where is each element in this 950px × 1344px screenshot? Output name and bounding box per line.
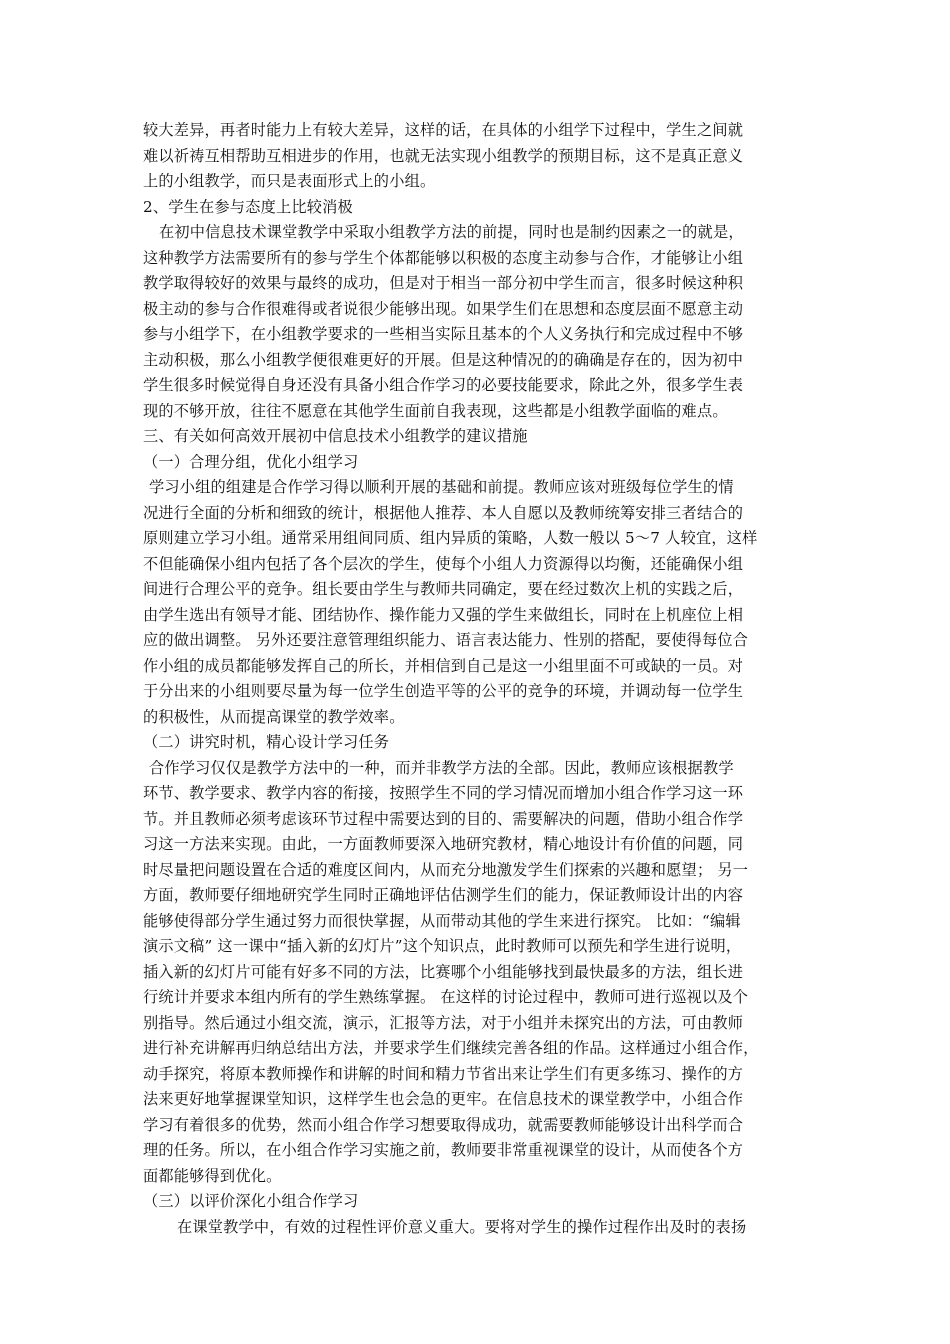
paragraph-line: 间进行合理公平的竞争。组长要由学生与教师共同确定，要在经过数次上机的实践之后， xyxy=(143,580,744,598)
paragraph-line: 能够使得部分学生通过努力而很快掌握，从而带动其他的学生来进行探究。 比如：“编辑 xyxy=(143,911,741,930)
paragraph-line: 进行补充讲解再归纳总结出方法，并要求学生们继续完善各组的作品。这样通过小组合作， xyxy=(143,1039,759,1057)
paragraph-line: 环节、教学要求、教学内容的衔接，按照学生不同的学习情况而增加小组合作学习这一环 xyxy=(143,784,744,802)
paragraph-line: 的积极性，从而提高课堂的教学效率。 xyxy=(143,707,405,726)
paragraph-line: 主动积极，那么小组教学便很难更好的开展。但是这种情况的的确确是存在的，因为初中 xyxy=(143,350,744,369)
paragraph-line: 法来更好地掌握课堂知识，这样学生也会急的更牢。在信息技术的课堂教学中，小组合作 xyxy=(143,1090,744,1108)
paragraph-line: 习这一方法来实现。由此，一方面教师要深入地研究教材，精心地设计有价值的问题，同 xyxy=(143,835,744,853)
paragraph-line: 在初中信息技术课堂教学中采取小组教学方法的前提，同时也是制约因素之一的就是， xyxy=(159,223,744,241)
paragraph-line: 应的做出调整。 另外还要注意管理组织能力、语言表达能力、性别的搭配，要使得每位合 xyxy=(143,631,749,649)
paragraph-line: 节。并且教师必须考虑该环节过程中需要达到的目的、需要解决的问题，借助小组合作学 xyxy=(143,809,744,828)
paragraph-line: 况进行全面的分析和细致的统计，根据他人推荐、本人自愿以及教师统筹安排三者结合的 xyxy=(143,503,744,522)
paragraph-line: 原则建立学习小组。通常采用组间同质、组内异质的策略，人数一般以 5～7 人较宜，这样 xyxy=(143,529,758,547)
paragraph-line: 方面，教师要仔细地研究学生同时正确地评估估测学生们的能力，保证教师设计出的内容 xyxy=(143,886,744,904)
paragraph-line: 时尽量把问题设置在合适的难度区间内，从而充分地激发学生们探索的兴趣和愿望； 另一 xyxy=(143,860,749,879)
paragraph-line: 现的不够开放，往往不愿意在其他学生面前自我表现，这些都是小组教学面临的难点。 xyxy=(143,401,728,420)
subsection-heading: （三）以评价深化小组合作学习 xyxy=(143,1192,359,1210)
paragraph-line: 行统计并要求本组内所有的学生熟练掌握。 在这样的讨论过程中，教师可进行巡视以及个 xyxy=(143,988,749,1006)
paragraph-line: 理的任务。所以，在小组合作学习实施之前，教师要非常重视课堂的设计，从而使各个方 xyxy=(143,1141,744,1159)
paragraph-line: 上的小组教学，而只是表面形式上的小组。 xyxy=(143,172,436,190)
paragraph-line: 学习有着很多的优势，然而小组合作学习想要取得成功，就需要教师能够设计出科学而合 xyxy=(143,1115,744,1134)
paragraph-line: 在课堂教学中，有效的过程性评价意义重大。要将对学生的操作过程作出及时的表扬 xyxy=(177,1217,747,1236)
paragraph-line: 这种教学方法需要所有的参与学生个体都能够以积极的态度主动参与合作，才能够让小组 xyxy=(143,248,744,267)
paragraph-line: 别指导。然后通过小组交流，演示，汇报等方法，对于小组并未探究出的方法，可由教师 xyxy=(143,1013,744,1032)
section-heading: 三、有关如何高效开展初中信息技术小组教学的建议措施 xyxy=(143,427,528,445)
subsection-heading: （二）讲究时机，精心设计学习任务 xyxy=(143,733,390,751)
paragraph-line: 较大差异，再者时能力上有较大差异，这样的话，在具体的小组学下过程中，学生之间就 xyxy=(143,121,744,139)
paragraph-line: 学习小组的组建是合作学习得以顺利开展的基础和前提。教师应该对班级每位学生的情 xyxy=(149,478,734,496)
paragraph-line: 由学生选出有领导才能、团结协作、操作能力又强的学生来做组长，同时在上机座位上相 xyxy=(143,605,744,624)
paragraph-line: 合作学习仅仅是教学方法中的一种，而并非教学方法的全部。因此，教师应该根据教学 xyxy=(149,758,734,777)
paragraph-line: 学生很多时候觉得自身还没有具备小组合作学习的必要技能要求，除此之外，很多学生表 xyxy=(143,376,744,394)
paragraph-line: 面都能够得到优化。 xyxy=(143,1166,282,1185)
paragraph-line: 于分出来的小组则要尽量为每一位学生创造平等的公平的竞争的环境，并调动每一位学生 xyxy=(143,682,744,700)
paragraph-line: 不但能确保小组内包括了各个层次的学生，使每个小组人力资源得以均衡，还能确保小组 xyxy=(143,554,744,573)
paragraph-line: 极主动的参与合作很难得或者说很少能够出现。如果学生们在思想和态度层面不愿意主动 xyxy=(143,299,744,318)
paragraph-line: 动手探究，将原本教师操作和讲解的时间和精力节省出来让学生们有更多练习、操作的方 xyxy=(143,1064,744,1083)
paragraph-line: 插入新的幻灯片可能有好多不同的方法，比赛哪个小组能够找到最快最多的方法，组长进 xyxy=(143,962,744,981)
paragraph-line: 难以祈祷互相帮助互相进步的作用，也就无法实现小组教学的预期目标，这不是真正意义 xyxy=(143,146,744,165)
paragraph-line: 参与小组学下，在小组教学要求的一些相当实际且基本的个人义务执行和完成过程中不够 xyxy=(143,325,744,343)
paragraph-line: 演示文稿” 这一课中“插入新的幻灯片”这个知识点，此时教师可以预先和学生进行说明， xyxy=(143,937,742,955)
paragraph-line: 教学取得较好的效果与最终的成功，但是对于相当一部分初中学生而言，很多时候这种积 xyxy=(143,274,744,292)
document-body xyxy=(143,118,807,1240)
section-heading: 2、学生在参与态度上比较消极 xyxy=(143,197,353,216)
subsection-heading: （一）合理分组，优化小组学习 xyxy=(143,452,359,471)
paragraph-line: 作小组的成员都能够发挥自己的所长，并相信到自己是这一小组里面不可或缺的一员。对 xyxy=(143,656,744,675)
